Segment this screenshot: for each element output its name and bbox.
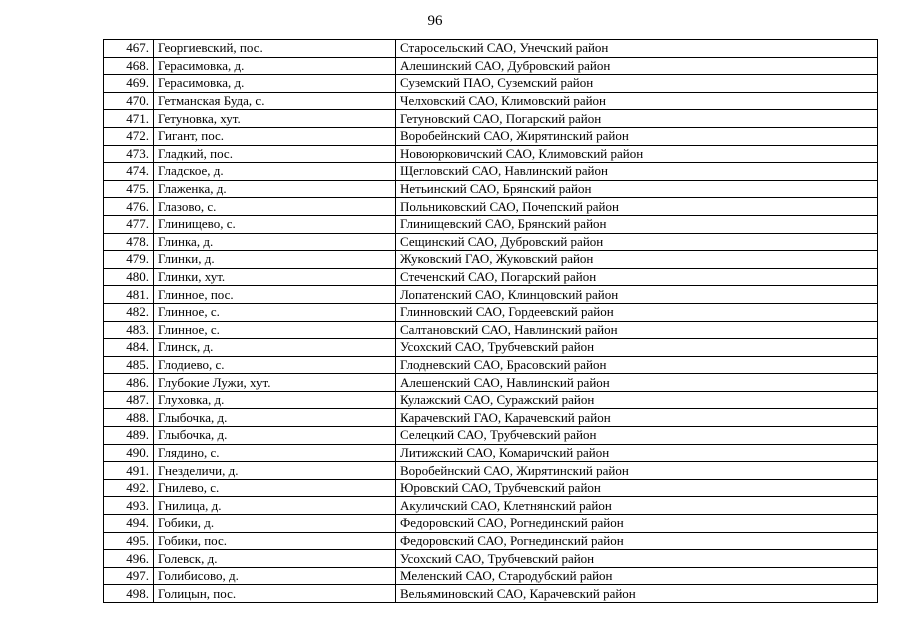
settlement-name-cell: Гобики, д. — [154, 515, 396, 533]
table-row — [104, 75, 878, 93]
row-number-cell: 472. — [104, 127, 154, 145]
row-number-cell: 478. — [104, 233, 154, 251]
administrative-unit-cell: Жуковский ГАО, Жуковский район — [396, 251, 878, 269]
settlement-name-cell: Гетуновка, хут. — [154, 110, 396, 128]
table-row — [104, 233, 878, 251]
administrative-unit-cell: Селецкий САО, Трубчевский район — [396, 427, 878, 445]
page-number: 96 — [427, 13, 443, 29]
settlement-name-cell: Глинное, с. — [154, 303, 396, 321]
administrative-unit-cell: Салтановский САО, Навлинский район — [396, 321, 878, 339]
table-row — [104, 40, 878, 58]
settlement-name-cell: Георгиевский, пос. — [154, 40, 396, 58]
row-number-cell: 487. — [104, 391, 154, 409]
table-row — [104, 374, 878, 392]
table-row — [104, 462, 878, 480]
settlement-name-cell: Герасимовка, д. — [154, 57, 396, 75]
table-row — [104, 215, 878, 233]
settlement-name-cell: Глубокие Лужи, хут. — [154, 374, 396, 392]
administrative-unit-cell: Польниковский САО, Почепский район — [396, 198, 878, 216]
row-number-cell: 468. — [104, 57, 154, 75]
row-number-cell: 471. — [104, 110, 154, 128]
settlement-name-cell: Глинки, д. — [154, 251, 396, 269]
row-number-cell: 495. — [104, 532, 154, 550]
row-number-cell: 484. — [104, 339, 154, 357]
settlement-name-cell: Глинное, с. — [154, 321, 396, 339]
administrative-unit-cell: Усохский САО, Трубчевский район — [396, 339, 878, 357]
table-row — [104, 251, 878, 269]
administrative-unit-cell: Алешенский САО, Навлинский район — [396, 374, 878, 392]
administrative-unit-cell: Алешинский САО, Дубровский район — [396, 57, 878, 75]
administrative-unit-cell: Вельяминовский САО, Карачевский район — [396, 585, 878, 603]
table-row — [104, 268, 878, 286]
administrative-unit-cell: Новоюрковичский САО, Климовский район — [396, 145, 878, 163]
administrative-unit-cell: Стеченский САО, Погарский район — [396, 268, 878, 286]
table-row — [104, 92, 878, 110]
row-number-cell: 481. — [104, 286, 154, 304]
table-row — [104, 585, 878, 603]
administrative-unit-cell: Щегловский САО, Навлинский район — [396, 163, 878, 181]
settlement-name-cell: Глядино, с. — [154, 444, 396, 462]
settlement-name-cell: Глинск, д. — [154, 339, 396, 357]
row-number-cell: 486. — [104, 374, 154, 392]
settlement-name-cell: Герасимовка, д. — [154, 75, 396, 93]
administrative-unit-cell: Федоровский САО, Рогнединский район — [396, 532, 878, 550]
administrative-unit-cell: Глинищевский САО, Брянский район — [396, 215, 878, 233]
administrative-unit-cell: Меленский САО, Стародубский район — [396, 567, 878, 585]
settlement-name-cell: Гобики, пос. — [154, 532, 396, 550]
administrative-unit-cell: Нетьинский САО, Брянский район — [396, 180, 878, 198]
administrative-unit-cell: Челховский САО, Климовский район — [396, 92, 878, 110]
table-row — [104, 532, 878, 550]
settlement-name-cell: Голицын, пос. — [154, 585, 396, 603]
table-row — [104, 321, 878, 339]
settlement-name-cell: Глыбочка, д. — [154, 427, 396, 445]
settlement-name-cell: Глинки, хут. — [154, 268, 396, 286]
settlement-name-cell: Глыбочка, д. — [154, 409, 396, 427]
administrative-unit-cell: Федоровский САО, Рогнединский район — [396, 515, 878, 533]
row-number-cell: 479. — [104, 251, 154, 269]
administrative-unit-cell: Акуличский САО, Клетнянский район — [396, 497, 878, 515]
administrative-unit-cell: Воробейнский САО, Жирятинский район — [396, 462, 878, 480]
table-row — [104, 356, 878, 374]
table-row — [104, 567, 878, 585]
table-row — [104, 286, 878, 304]
table-row — [104, 57, 878, 75]
administrative-unit-cell: Суземский ПАО, Суземский район — [396, 75, 878, 93]
administrative-unit-cell: Кулажский САО, Суражский район — [396, 391, 878, 409]
administrative-unit-cell: Юровский САО, Трубчевский район — [396, 479, 878, 497]
settlements-table — [103, 39, 878, 603]
table-row — [104, 409, 878, 427]
row-number-cell: 491. — [104, 462, 154, 480]
settlement-name-cell: Глинищево, с. — [154, 215, 396, 233]
row-number-cell: 494. — [104, 515, 154, 533]
table-row — [104, 180, 878, 198]
settlement-name-cell: Гладкий, пос. — [154, 145, 396, 163]
table-row — [104, 550, 878, 568]
table-row — [104, 303, 878, 321]
settlement-name-cell: Глазово, с. — [154, 198, 396, 216]
settlement-name-cell: Голибисово, д. — [154, 567, 396, 585]
table-row — [104, 391, 878, 409]
administrative-unit-cell: Лопатенский САО, Клинцовский район — [396, 286, 878, 304]
table-body — [104, 40, 878, 603]
administrative-unit-cell: Старосельский САО, Унечский район — [396, 40, 878, 58]
table-row — [104, 497, 878, 515]
table-row — [104, 339, 878, 357]
administrative-unit-cell: Глинновский САО, Гордеевский район — [396, 303, 878, 321]
row-number-cell: 485. — [104, 356, 154, 374]
settlement-name-cell: Гнилево, с. — [154, 479, 396, 497]
administrative-unit-cell: Гетуновский САО, Погарский район — [396, 110, 878, 128]
administrative-unit-cell: Литижский САО, Комаричский район — [396, 444, 878, 462]
row-number-cell: 477. — [104, 215, 154, 233]
settlement-name-cell: Глуховка, д. — [154, 391, 396, 409]
row-number-cell: 469. — [104, 75, 154, 93]
row-number-cell: 493. — [104, 497, 154, 515]
settlement-name-cell: Глинка, д. — [154, 233, 396, 251]
row-number-cell: 474. — [104, 163, 154, 181]
row-number-cell: 482. — [104, 303, 154, 321]
table-row — [104, 127, 878, 145]
administrative-unit-cell: Воробейнский САО, Жирятинский район — [396, 127, 878, 145]
row-number-cell: 476. — [104, 198, 154, 216]
table-row — [104, 198, 878, 216]
settlement-name-cell: Гигант, пос. — [154, 127, 396, 145]
administrative-unit-cell: Карачевский ГАО, Карачевский район — [396, 409, 878, 427]
row-number-cell: 490. — [104, 444, 154, 462]
row-number-cell: 496. — [104, 550, 154, 568]
table-row — [104, 444, 878, 462]
settlement-name-cell: Голевск, д. — [154, 550, 396, 568]
table-row — [104, 163, 878, 181]
row-number-cell: 480. — [104, 268, 154, 286]
settlement-name-cell: Гладское, д. — [154, 163, 396, 181]
settlement-name-cell: Глинное, пос. — [154, 286, 396, 304]
row-number-cell: 497. — [104, 567, 154, 585]
table-row — [104, 479, 878, 497]
row-number-cell: 475. — [104, 180, 154, 198]
row-number-cell: 467. — [104, 40, 154, 58]
table-row — [104, 145, 878, 163]
row-number-cell: 483. — [104, 321, 154, 339]
table-row — [104, 515, 878, 533]
row-number-cell: 498. — [104, 585, 154, 603]
settlement-name-cell: Гнилица, д. — [154, 497, 396, 515]
settlement-name-cell: Глодиево, с. — [154, 356, 396, 374]
settlement-name-cell: Гнезделичи, д. — [154, 462, 396, 480]
row-number-cell: 488. — [104, 409, 154, 427]
administrative-unit-cell: Глодневский САО, Брасовский район — [396, 356, 878, 374]
administrative-unit-cell: Усохский САО, Трубчевский район — [396, 550, 878, 568]
table-row — [104, 427, 878, 445]
settlement-name-cell: Гетманская Буда, с. — [154, 92, 396, 110]
row-number-cell: 492. — [104, 479, 154, 497]
row-number-cell: 470. — [104, 92, 154, 110]
administrative-unit-cell: Сещинский САО, Дубровский район — [396, 233, 878, 251]
table-row — [104, 110, 878, 128]
row-number-cell: 489. — [104, 427, 154, 445]
row-number-cell: 473. — [104, 145, 154, 163]
settlement-name-cell: Глаженка, д. — [154, 180, 396, 198]
